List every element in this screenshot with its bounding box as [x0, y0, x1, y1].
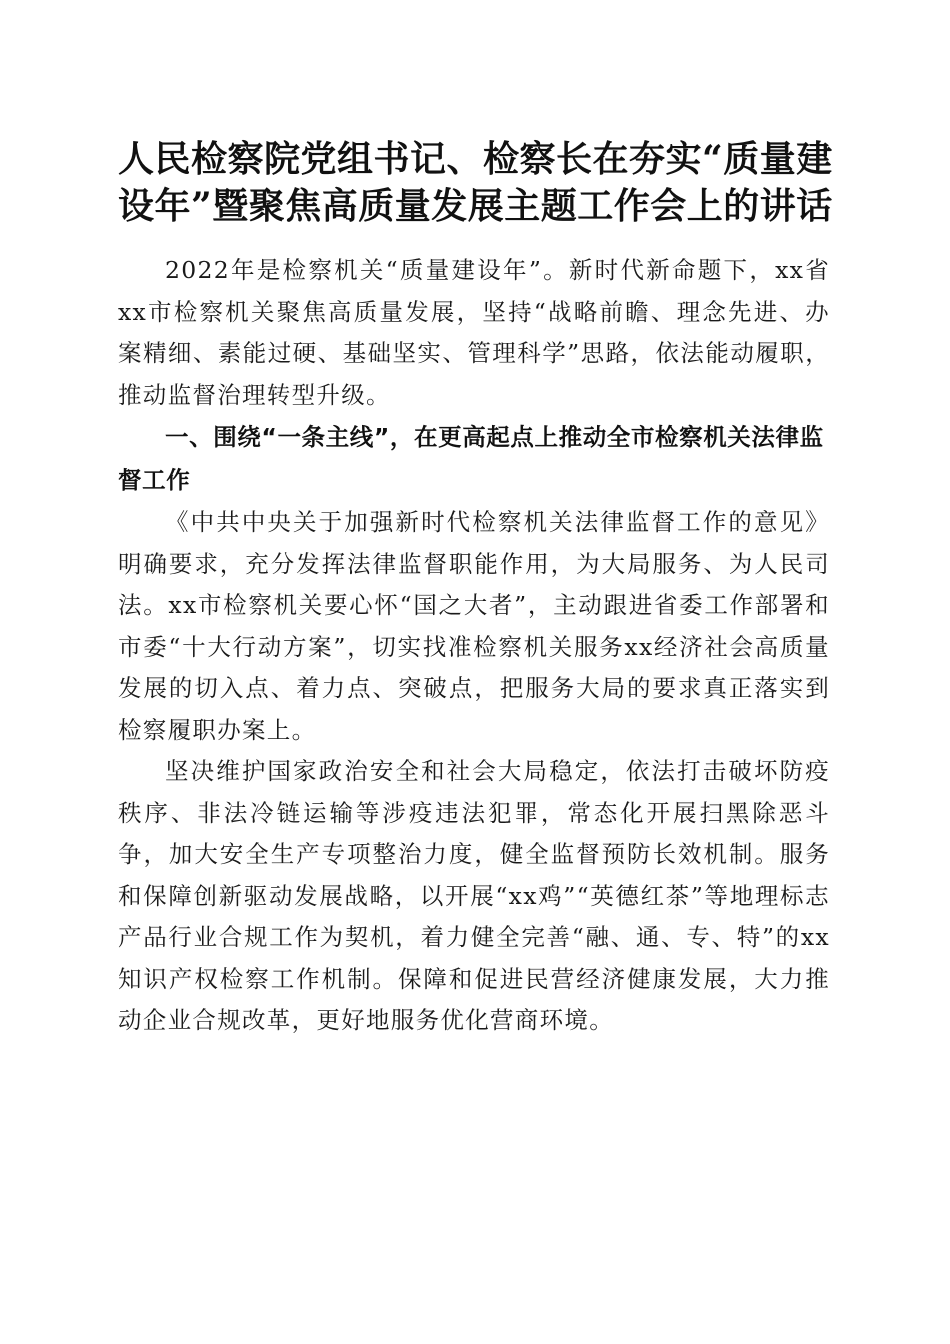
section-heading: 一、围绕“一条主线”，在更高起点上推动全市检察机关法律监督工作: [118, 423, 824, 494]
document-body: [118, 250, 830, 1042]
body-paragraph: 《中共中央关于加强新时代检察机关法律监督工作的意见》明确要求，充分发挥法律监督职能作用，为大局服务、为人民司法。xx市检察机关要心怀“国之大者”，主动跟进省委工作部署和市委“十大行动方案”，切实找准检察机关服务xx经济社会高质量发展的切入点、着力点、突破点，把服务大局的要求真正落实到检察履职办案上。: [118, 508, 830, 744]
intro-paragraph: 2022年是检察机关“质量建设年”。新时代新命题下，xx省xx市检察机关聚焦高质量发展，坚持“战略前瞻、理念先进、办案精细、素能过硬、基础坚实、管理科学”思路，依法能动履职，推动监督治理转型升级。: [118, 256, 830, 409]
body-paragraph: 坚决维护国家政治安全和社会大局稳定，依法打击破坏防疫秩序、非法冷链运输等涉疫违法犯罪，常态化开展扫黑除恶斗争，加大安全生产专项整治力度，健全监督预防长效机制。服务和保障创新驱动发展战略，以开展“xx鸡”“英德红茶”等地理标志产品行业合规工作为契机，着力健全完善“融、通、专、特”的xx知识产权检察工作机制。保障和促进民营经济健康发展，大力推动企业合规改革，更好地服务优化营商环境。: [118, 757, 830, 1034]
document-title: 人民检察院党组书记、检察长在夯实“质量建设年”暨聚焦高质量发展主题工作会上的讲话: [118, 138, 833, 227]
